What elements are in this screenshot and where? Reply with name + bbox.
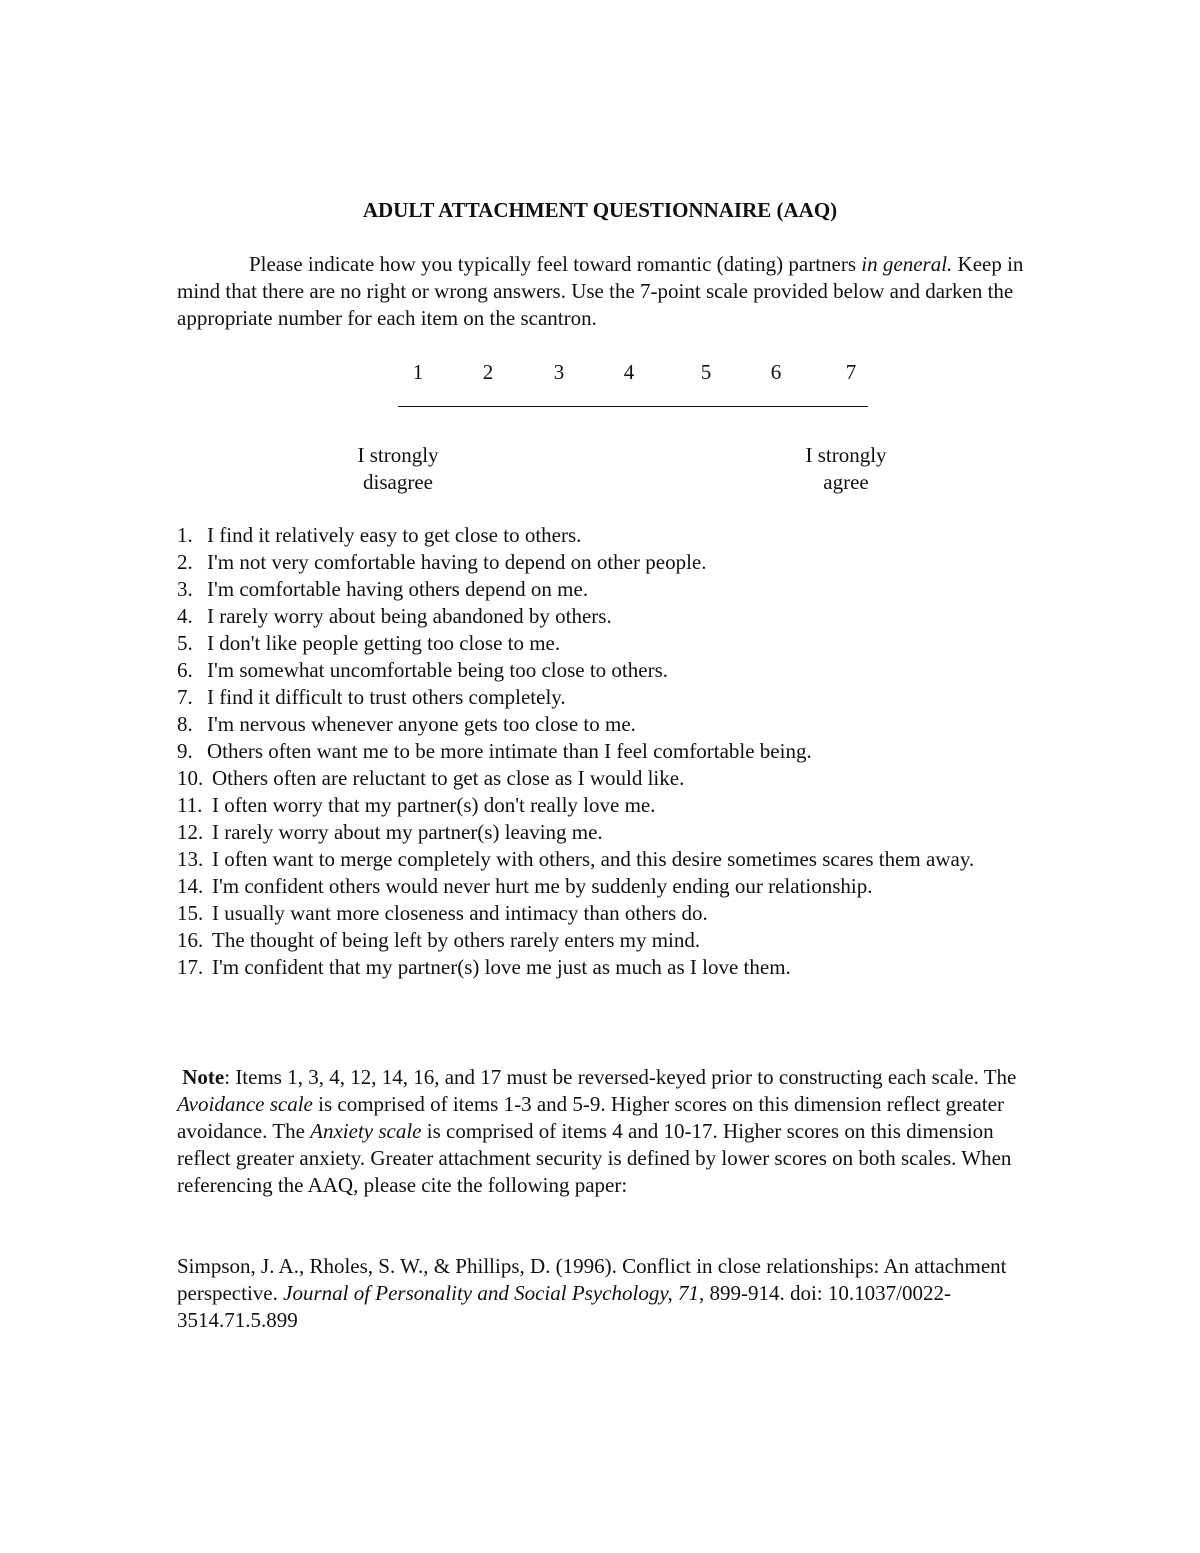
list-item (177, 576, 1027, 603)
item-number: 17. (177, 955, 204, 979)
item-text: Others often want me to be more intimate than I feel comfortable being. (207, 739, 812, 763)
list-item (177, 765, 1027, 792)
scoring-note (177, 1064, 1027, 1199)
list-item (177, 684, 1027, 711)
journal-title: Journal of Personality and Social Psychology, 71 (283, 1281, 699, 1305)
list-item (177, 630, 1027, 657)
item-text: I rarely worry about being abandoned by others. (207, 604, 612, 628)
scale-number-7: 7 (845, 360, 857, 384)
list-item (177, 954, 1027, 981)
item-number: 15. (177, 901, 204, 925)
item-text: I'm confident that my partner(s) love me just as much as I love them. (212, 955, 791, 979)
list-item (177, 873, 1027, 900)
scale-anchor-disagree (348, 442, 448, 496)
item-number: 1. (177, 523, 193, 547)
anchor-right-line-1: I strongly (805, 443, 887, 467)
item-text: I'm nervous whenever anyone gets too close to me. (207, 712, 636, 736)
list-item (177, 900, 1027, 927)
note-text-1: : Items 1, 3, 4, 12, 14, 16, and 17 must be reversed-keyed prior to constructing each scale. The (224, 1065, 1017, 1089)
item-number: 6. (177, 658, 193, 682)
item-text: I'm confident others would never hurt me by suddenly ending our relationship. (212, 874, 873, 898)
item-text: I don't like people getting too close to me. (207, 631, 561, 655)
item-number: 14. (177, 874, 204, 898)
questionnaire-items (177, 522, 1027, 981)
item-text: I often worry that my partner(s) don't really love me. (212, 793, 656, 817)
anchor-left-line-2: disagree (363, 470, 433, 494)
item-text: I'm somewhat uncomfortable being too close to others. (207, 658, 669, 682)
item-number: 3. (177, 577, 193, 601)
anchor-left-line-1: I strongly (357, 443, 439, 467)
anchor-right-line-2: agree (823, 470, 869, 494)
list-item (177, 522, 1027, 549)
list-item (177, 792, 1027, 819)
item-text: I'm comfortable having others depend on me. (207, 577, 589, 601)
item-number: 4. (177, 604, 193, 628)
instructions-italic: in general. (861, 252, 953, 276)
page-title: ADULT ATTACHMENT QUESTIONNAIRE (AAQ) (362, 198, 838, 222)
item-number: 7. (177, 685, 193, 709)
list-item (177, 846, 1027, 873)
list-item (177, 738, 1027, 765)
item-text: I find it difficult to trust others completely. (207, 685, 566, 709)
scale-number-4: 4 (623, 360, 635, 384)
scale-anchor-agree (796, 442, 896, 496)
item-text: I rarely worry about my partner(s) leaving me. (212, 820, 603, 844)
item-text: Others often are reluctant to get as close as I would like. (212, 766, 685, 790)
citation-text-1: Simpson, J. A., Rholes, S. W., & Phillips, D. (1996). Conflict in close relationships: An attachment perspective. (177, 1254, 1007, 1305)
list-item (177, 603, 1027, 630)
scale-number-2: 2 (482, 360, 494, 384)
citation (177, 1253, 1027, 1334)
item-number: 9. (177, 739, 193, 763)
scale-number-5: 5 (700, 360, 712, 384)
item-text: I find it relatively easy to get close to others. (207, 523, 582, 547)
item-text: I often want to merge completely with others, and this desire sometimes scares them away. (212, 847, 975, 871)
rating-scale-numbers (0, 359, 1200, 386)
scale-number-6: 6 (770, 360, 782, 384)
scale-line (398, 406, 868, 407)
item-number: 2. (177, 550, 193, 574)
citation-text-2: , 899-914. doi: 10.1037/0022-3514.71.5.899 (177, 1281, 951, 1332)
item-number: 12. (177, 820, 204, 844)
note-text-3: is comprised of items 4 and 10-17. Higher scores on this dimension reflect greater anxiety. Greater attachment security is defined by lower scores on both scales. When referencing the AAQ, please cite the following paper: (177, 1119, 1012, 1197)
anxiety-scale-term: Anxiety scale (310, 1119, 422, 1143)
item-number: 16. (177, 928, 204, 952)
list-item (177, 657, 1027, 684)
instructions-text-2: Keep in mind that there are no right or wrong answers. Use the 7-point scale provided below and darken the appropriate number for each item on the scantron. (177, 252, 1024, 330)
item-number: 11. (177, 793, 203, 817)
item-text: I'm not very comfortable having to depend on other people. (207, 550, 707, 574)
item-number: 10. (177, 766, 204, 790)
note-label: Note (182, 1065, 225, 1089)
scale-number-1: 1 (412, 360, 424, 384)
list-item (177, 711, 1027, 738)
item-text: I usually want more closeness and intimacy than others do. (212, 901, 708, 925)
instructions-paragraph (177, 251, 1027, 332)
item-number: 5. (177, 631, 193, 655)
note-text-2: is comprised of items 1-3 and 5-9. Higher scores on this dimension reflect greater avoidance. The (177, 1092, 1004, 1143)
list-item (177, 549, 1027, 576)
item-text: The thought of being left by others rarely enters my mind. (212, 928, 701, 952)
avoidance-scale-term: Avoidance scale (177, 1092, 313, 1116)
scale-number-3: 3 (553, 360, 565, 384)
list-item (177, 927, 1027, 954)
instructions-text-1: Please indicate how you typically feel toward romantic (dating) partners (249, 252, 862, 276)
item-number: 13. (177, 847, 204, 871)
item-number: 8. (177, 712, 193, 736)
list-item (177, 819, 1027, 846)
